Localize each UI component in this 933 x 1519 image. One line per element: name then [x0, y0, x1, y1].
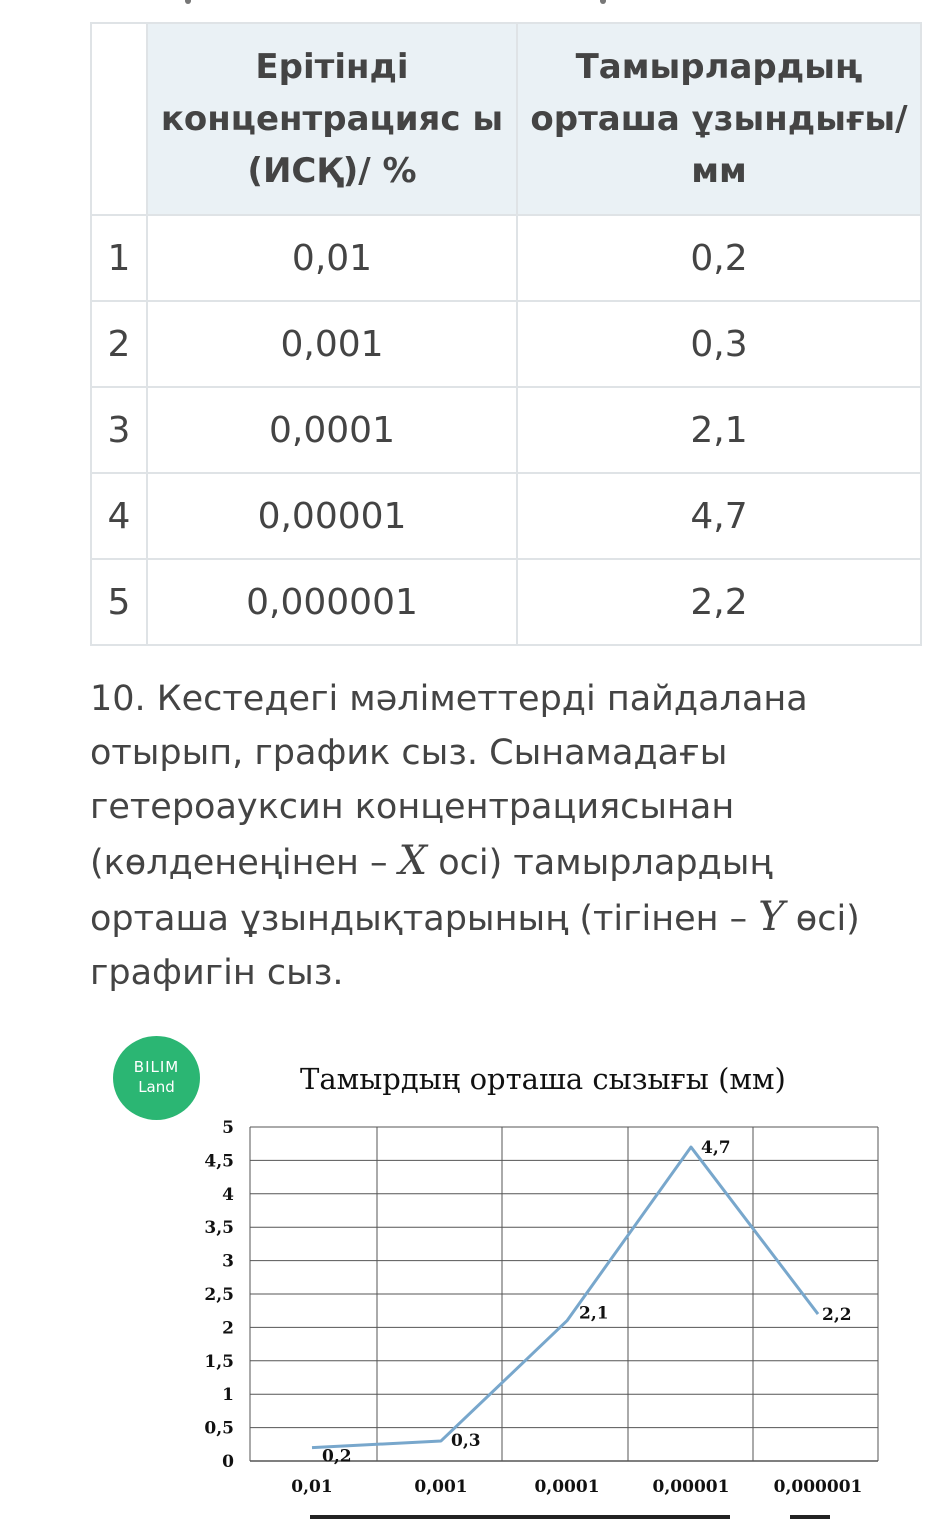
x-variable: X — [398, 838, 428, 884]
row-number: 5 — [91, 559, 147, 645]
y-tick-label: 3,5 — [204, 1218, 234, 1239]
data-label: 2,1 — [579, 1303, 609, 1324]
y-tick-label: 4 — [222, 1184, 234, 1205]
logo-line-1: BILIM — [133, 1058, 180, 1076]
logo-line-2: Land — [138, 1078, 175, 1096]
header-concentration: Ерітінді концентрацияс ы (ИСҚ)/ % — [147, 23, 517, 215]
x-tick-label: 0,000001 — [773, 1477, 863, 1497]
y-tick-label: 0,5 — [204, 1418, 234, 1439]
data-label: 4,7 — [701, 1138, 731, 1159]
concentration-cell: 0,01 — [147, 215, 517, 301]
concentration-cell: 0,001 — [147, 301, 517, 387]
table-row — [91, 473, 921, 559]
data-labels — [322, 1138, 852, 1467]
y-tick-label: 2 — [222, 1318, 234, 1339]
data-label: 0,2 — [322, 1446, 352, 1467]
data-label: 0,3 — [451, 1430, 481, 1451]
concentration-cell: 0,0001 — [147, 387, 517, 473]
series-line — [312, 1147, 818, 1448]
x-tick-label: 0,01 — [291, 1477, 333, 1497]
table-row — [91, 215, 921, 301]
x-tick-label: 0,0001 — [534, 1477, 600, 1497]
data-table — [90, 22, 922, 646]
task-text — [90, 672, 920, 1000]
table-header-row — [91, 23, 921, 215]
x-tick-label: 0,001 — [414, 1477, 468, 1497]
task-part-1: 10. Кестедегі мәліметтерді пайдалана отырып, график сыз. Сынамадағы гетероауксин концентрациясынан (көлденеңінен – — [90, 679, 808, 883]
task-part-3: өсі) графигін сыз. — [90, 899, 860, 993]
task-part-2: осі) тамырлардың орташа ұзындықтарының (тігінен – — [90, 843, 773, 939]
row-number: 3 — [91, 387, 147, 473]
y-variable: Y — [758, 894, 785, 940]
chart-title: Тамырдың орташа сызығы (мм) — [300, 1062, 786, 1096]
concentration-cell: 0,00001 — [147, 473, 517, 559]
length-cell: 2,1 — [517, 387, 921, 473]
data-label: 2,2 — [822, 1305, 852, 1326]
length-cell: 2,2 — [517, 559, 921, 645]
length-cell: 0,2 — [517, 215, 921, 301]
y-tick-label: 1 — [222, 1385, 234, 1406]
row-number: 2 — [91, 301, 147, 387]
table-row — [91, 559, 921, 645]
y-axis-ticks — [204, 1118, 234, 1472]
x-tick-label: 0,00001 — [652, 1477, 730, 1497]
length-cell: 4,7 — [517, 473, 921, 559]
x-axis-ticks — [291, 1477, 862, 1497]
table-row — [91, 387, 921, 473]
row-number: 4 — [91, 473, 147, 559]
y-tick-label: 2,5 — [204, 1285, 234, 1305]
x-axis-title-cutoff — [310, 1515, 830, 1519]
table-row — [91, 301, 921, 387]
top-cut-off-text — [0, 0, 933, 8]
y-tick-label: 1,5 — [204, 1351, 234, 1372]
y-tick-label: 3 — [222, 1251, 234, 1272]
concentration-cell: 0,000001 — [147, 559, 517, 645]
y-tick-label: 4,5 — [204, 1151, 234, 1172]
y-tick-label: 5 — [222, 1118, 234, 1138]
y-tick-label: 0 — [222, 1452, 234, 1472]
header-root-length: Тамырлардың орташа ұзындығы/мм — [517, 23, 921, 215]
line-chart — [0, 1100, 933, 1519]
length-cell: 0,3 — [517, 301, 921, 387]
header-index — [91, 23, 147, 215]
row-number: 1 — [91, 215, 147, 301]
chart-grid — [250, 1127, 878, 1461]
